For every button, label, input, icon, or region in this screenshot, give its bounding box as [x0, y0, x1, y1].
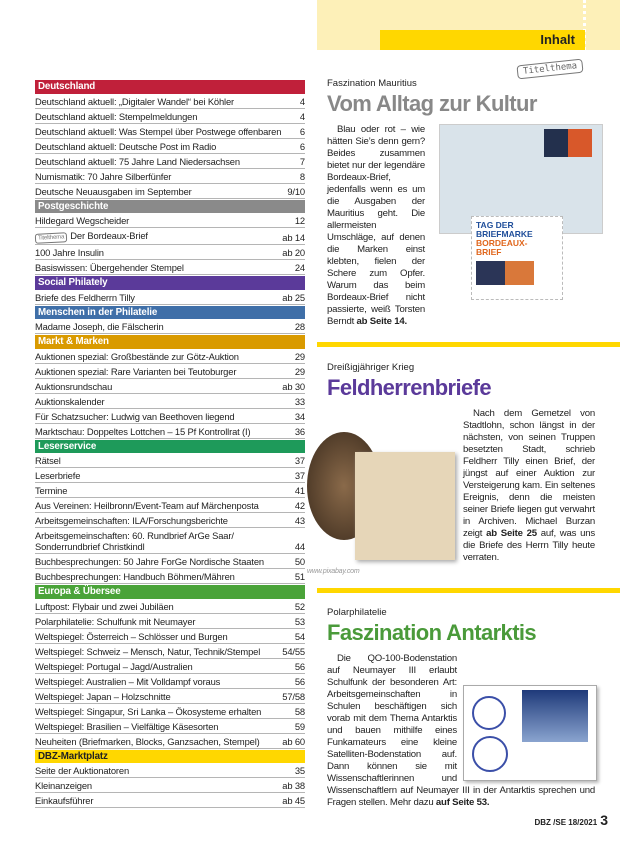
toc-section-header: Deutschland	[35, 80, 305, 94]
cover-letter-image	[463, 685, 597, 781]
toc-page-number: 57/58	[282, 690, 305, 702]
toc-entry-text: Deutschland aktuell: Was Stempel über Postwege offenbaren	[35, 125, 282, 137]
tilly-portrait-image: www.pixabay.com	[307, 432, 457, 574]
article-antarktis	[327, 607, 595, 809]
toc-entry-title	[35, 616, 195, 627]
toc-entry-text: 100 Jahre Insulin	[35, 247, 104, 258]
toc-entry[interactable]	[35, 513, 305, 528]
toc-entry-text: Neuheiten (Briefmarken, Blocks, Ganzsachen, Stempel)	[35, 735, 260, 747]
toc-entry-text: Madame Joseph, die Fälscherin	[35, 321, 164, 332]
toc-entry-text: Der Bordeaux-Brief	[70, 230, 148, 241]
toc-entry[interactable]	[35, 614, 305, 629]
toc-entry[interactable]	[35, 554, 305, 569]
toc-entry-title	[35, 646, 260, 657]
toc-page-number: 41	[294, 485, 305, 496]
toc-page-number: 12	[294, 215, 305, 226]
toc-entry[interactable]	[35, 528, 305, 554]
toc-entry[interactable]	[35, 689, 305, 704]
toc-entry-title	[35, 485, 67, 496]
toc-entry-title	[35, 96, 234, 107]
toc-entry[interactable]	[35, 245, 305, 260]
toc-page-number: 37	[294, 455, 305, 466]
toc-entry-text: Deutschland aktuell: Deutsche Post im Radio	[35, 140, 217, 152]
toc-entry-title	[35, 366, 236, 377]
toc-entry-title	[35, 396, 105, 407]
toc-page-number: 44	[294, 541, 305, 552]
divider	[317, 342, 620, 347]
toc-entry-text: Weltspiegel: Schweiz – Mensch, Natur, Technik/Stempel	[35, 645, 261, 657]
toc-entry-text: Deutschland aktuell: Stempelmeldungen	[35, 110, 198, 122]
toc-entry-title	[35, 556, 264, 567]
toc-entry-text: Weltspiegel: Portugal – Jagd/Australien	[35, 660, 193, 672]
toc-entry[interactable]	[35, 213, 305, 228]
toc-entry[interactable]	[35, 139, 305, 154]
toc-entry[interactable]	[35, 424, 305, 439]
toc-entry-text: Weltspiegel: Japan – Holzschnitte	[35, 690, 171, 702]
toc-entry-title	[35, 426, 250, 437]
stamp-image: TAG DER BRIEFMARKE BORDEAUX- BRIEF	[471, 216, 563, 300]
toc-entry-text: Auktionsrundschau	[35, 380, 113, 392]
toc-page-number: 29	[294, 350, 305, 362]
toc-entry-text: Auktionen spezial: Rare Varianten bei Teutoburger	[35, 365, 237, 377]
toc-entry[interactable]	[35, 124, 305, 139]
toc-entry-text: Weltspiegel: Australien – Mit Volldampf voraus	[35, 675, 221, 687]
toc-page-number: 50	[294, 556, 305, 567]
toc-entry-title	[35, 230, 148, 243]
section-label: Inhalt	[380, 30, 585, 50]
toc-entry-title	[35, 141, 216, 152]
toc-entry-text: Leserbriefe	[35, 470, 81, 481]
toc-entry[interactable]	[35, 483, 305, 498]
toc-entry-text: Buchbesprechungen: 50 Jahre ForGe Nordische Staaten	[35, 556, 264, 567]
toc-entry-title	[35, 126, 281, 137]
toc-entry-title	[35, 676, 220, 687]
toc-page-number: 43	[294, 515, 305, 526]
toc-page-number: 54	[294, 630, 305, 642]
toc-page-number: 7	[299, 155, 305, 167]
toc-entry[interactable]	[35, 674, 305, 689]
toc-entry-title	[35, 171, 171, 182]
toc-entry[interactable]	[35, 644, 305, 659]
toc-entry-title	[35, 247, 104, 258]
toc-entry-title	[35, 736, 260, 747]
toc-entry-text: Kleinanzeigen	[35, 780, 92, 791]
toc-section-header: Social Philately	[35, 276, 305, 290]
toc-page-number: 42	[294, 500, 305, 511]
toc-page-number: 36	[294, 425, 305, 437]
toc-entry-text: Aus Vereinen: Heilbronn/Event-Team auf Märchenposta	[35, 500, 259, 511]
toc-page-number: ab 60	[282, 735, 305, 747]
toc-entry-title	[35, 351, 239, 362]
toc-entry-text: Arbeitsgemeinschaften: ILA/Forschungsberichte	[35, 515, 228, 526]
toc-entry-title	[35, 721, 218, 732]
toc-page-number: ab 25	[282, 291, 305, 303]
toc-entry[interactable]	[35, 659, 305, 674]
toc-page-number: 54/55	[282, 645, 305, 657]
toc-entry[interactable]	[35, 349, 305, 364]
toc-entry-title	[35, 156, 240, 167]
toc-entry-title	[35, 691, 171, 702]
article-title[interactable]: Vom Alltag zur Kultur	[327, 91, 537, 116]
toc-entry-text: Polarphilatelie: Schulfunk mit Neumayer	[35, 615, 196, 627]
toc-page-number: 34	[294, 410, 305, 422]
toc-page-number: 37	[294, 470, 305, 481]
toc-entry-text: Einkaufsführer	[35, 795, 94, 806]
toc-entry-title	[35, 411, 234, 422]
toc-page-number: ab 30	[282, 380, 305, 392]
toc-page-number: 4	[299, 95, 305, 107]
toc-entry[interactable]	[35, 94, 305, 109]
toc-entry-text: Numismatik: 70 Jahre Silberfünfer	[35, 170, 172, 182]
toc-section-header: Menschen in der Philatelie	[35, 306, 305, 320]
toc-page-number: 33	[294, 395, 305, 407]
toc-page-number: 9/10	[287, 185, 305, 197]
toc-entry[interactable]	[35, 379, 305, 394]
toc-entry-text: Briefe des Feldherrn Tilly	[35, 291, 135, 303]
toc-entry[interactable]	[35, 319, 305, 334]
toc-entry[interactable]	[35, 290, 305, 305]
toc-section-header: DBZ-Marktplatz	[35, 750, 305, 764]
toc-entry-text: Weltspiegel: Brasilien – Vielfältige Käsesorten	[35, 720, 219, 732]
issue-label: DBZ /SE 18/2021	[534, 818, 598, 827]
article-title[interactable]: Faszination Antarktis	[327, 620, 537, 645]
toc-entry-text: Hildegard Wegscheider	[35, 215, 130, 226]
toc-entry-text: Seite der Auktionatoren	[35, 765, 130, 776]
toc-section-header: Markt & Marken	[35, 335, 305, 349]
toc-entry[interactable]	[35, 569, 305, 584]
toc-entry-title	[35, 470, 80, 481]
article-tilly	[307, 362, 595, 575]
toc-entry-title	[35, 795, 93, 806]
toc-entry-title	[35, 661, 193, 672]
toc-entry[interactable]	[35, 763, 305, 778]
toc-entry-text: Buchbesprechungen: Handbuch Böhmen/Mähren	[35, 571, 235, 582]
toc-entry-title	[35, 530, 291, 552]
toc-entry-title	[35, 111, 197, 122]
article-kicker: Polarphilatelie	[327, 607, 387, 618]
article-title[interactable]: Feldherrenbriefe	[327, 375, 492, 400]
toc-entry[interactable]	[35, 778, 305, 793]
toc-entry-text: Auktionskalender	[35, 395, 105, 407]
toc-page-number: 58	[294, 705, 305, 717]
toc-section-header: Leserservice	[35, 440, 305, 454]
toc-page-number: ab 20	[282, 247, 305, 258]
page-number: 3	[600, 812, 608, 828]
toc-page-number: 6	[299, 125, 305, 137]
toc-entry[interactable]	[35, 453, 305, 468]
toc-entry-text: Arbeitsgemeinschaften: 60. Rundbrief ArGe Saar/ Sonderrundbrief Christkindl	[35, 530, 234, 552]
article-kicker: Faszination Mauritius	[327, 78, 417, 89]
toc-page-number: 6	[299, 140, 305, 152]
toc-entry-text: Auktionen spezial: Großbestände zur Götz-Auktion	[35, 350, 239, 362]
toc-entry-title	[35, 601, 174, 612]
toc-entry[interactable]	[35, 468, 305, 483]
divider	[317, 588, 620, 593]
toc-entry-title	[35, 765, 129, 776]
toc-entry-title	[35, 321, 164, 332]
toc-entry[interactable]	[35, 169, 305, 184]
toc-entry-title	[35, 215, 129, 226]
toc-entry-title	[35, 500, 259, 511]
toc-entry-text: Deutschland aktuell: „Digitaler Wandel“ bei Köhler	[35, 95, 235, 107]
toc-entry[interactable]	[35, 793, 305, 808]
toc-entry-text: Deutschland aktuell: 75 Jahre Land Niedersachsen	[35, 155, 240, 167]
table-of-contents	[35, 79, 305, 808]
toc-entry[interactable]	[35, 394, 305, 409]
toc-page-number: 56	[294, 660, 305, 672]
toc-entry[interactable]	[35, 109, 305, 124]
toc-entry[interactable]	[35, 409, 305, 424]
toc-entry[interactable]	[35, 629, 305, 644]
article-body: Die QO-100-Bodenstation auf Neumayer III erlaubt Schulfunk der besonderen Art: Arbeitsgemeinschaften in Schulen beschäftigen sich vorab mit dem Thema Antarktis und bauen mithilfe eines Funkamateurs eine kleine Satelliten-Bodenstation auf. Dann können sie mit Wissenschaftlerinnen und Wissenschaftlern auf Neumayer III in der Antarktis sprechen und Fragen stellen. Mehr dazu auf Seite 53.	[327, 653, 595, 808]
toc-entry[interactable]	[35, 184, 305, 199]
toc-page-number: 4	[299, 110, 305, 122]
toc-entry[interactable]	[35, 719, 305, 734]
toc-entry-title	[35, 515, 228, 526]
toc-entry[interactable]	[35, 599, 305, 614]
toc-entry-text: Marktschau: Doppeltes Lottchen – 15 Pf Kontrollrat (I)	[35, 425, 251, 437]
toc-entry-text: Termine	[35, 485, 68, 496]
toc-entry-title	[35, 631, 228, 642]
toc-page-number: 24	[294, 262, 305, 273]
toc-entry[interactable]	[35, 734, 305, 749]
toc-page-number: 51	[294, 571, 305, 582]
toc-entry-title	[35, 571, 235, 582]
toc-page-number: ab 45	[282, 795, 305, 806]
toc-page-number: 52	[294, 600, 305, 612]
toc-entry-text: Weltspiegel: Österreich – Schlösser und Burgen	[35, 630, 228, 642]
toc-section-header: Postgeschichte	[35, 200, 305, 214]
toc-entry[interactable]	[35, 228, 305, 245]
toc-page-number: ab 38	[282, 780, 305, 791]
toc-page-number: 35	[294, 765, 305, 776]
titelthema-stamp: Titelthema	[35, 232, 68, 244]
article-body: www.pixabay.com Nach dem Gemetzel von Stadtlohn, schon längst in der nächsten, von seinen Truppen besetzten Stadt, schrieb Feldherr Tilly einen Brief, der jüngst auf einer Auktion zur Versteigerung kam. Ein seltenes Ereignis, denn die meisten seiner Briefe liegen gut verwahrt in Archiven. Michael Burzan zeigt ab Seite 25 auf, was uns die Briefe des Herrn Tilly heute verraten.	[307, 408, 595, 575]
toc-entry-title	[35, 262, 184, 273]
article-body: TAG DER BRIEFMARKE BORDEAUX- BRIEF Blau oder rot – wie hätten Sie’s denn gern? Beides zusammen bietet nur der legendäre Bordeaux-Brief, jedenfalls wenn es um die Ausgaben der Mauritius geht. Die allermeisten Umschläge, auf denen die Marken einst klebten, fielen der Schere zum Opfer. Warum das beim Bordeaux-Brief nicht passierte, weiß Torsten Berndt ab Seite 14.	[327, 124, 595, 328]
toc-entry-title	[35, 292, 135, 303]
toc-entry[interactable]	[35, 260, 305, 275]
toc-entry-text: Weltspiegel: Singapur, Sri Lanka – Ökosysteme erhalten	[35, 705, 262, 717]
toc-entry-text: Für Schatzsucher: Ludwig van Beethoven liegend	[35, 410, 235, 422]
toc-entry[interactable]	[35, 704, 305, 719]
toc-entry-title	[35, 381, 112, 392]
toc-entry-title	[35, 186, 192, 197]
toc-entry[interactable]	[35, 498, 305, 513]
toc-section-header: Europa & Übersee	[35, 585, 305, 599]
article-kicker: Dreißigjähriger Krieg	[327, 362, 415, 373]
toc-page-number: 53	[294, 615, 305, 627]
toc-entry[interactable]	[35, 154, 305, 169]
toc-page-number: 29	[294, 365, 305, 377]
toc-entry-title	[35, 706, 261, 717]
toc-entry-text: Luftpost: Flybair und zwei Jubiläen	[35, 600, 174, 612]
toc-entry-title	[35, 780, 92, 791]
toc-page-number: 8	[299, 170, 305, 182]
page-footer	[535, 812, 609, 828]
toc-page-number: 28	[294, 321, 305, 332]
toc-entry-text: Rätsel	[35, 455, 61, 466]
toc-page-number: 59	[294, 720, 305, 732]
article-mauritius	[327, 78, 595, 328]
toc-page-number: ab 14	[282, 232, 305, 243]
toc-page-number: 56	[294, 675, 305, 687]
toc-entry[interactable]	[35, 364, 305, 379]
cover-image	[431, 124, 603, 304]
titelthema-stamp: Titelthema	[516, 59, 583, 80]
toc-entry-title	[35, 455, 61, 466]
toc-entry-text: Deutsche Neuausgaben im September	[35, 185, 192, 197]
toc-entry-text: Basiswissen: Übergehender Stempel	[35, 262, 184, 273]
